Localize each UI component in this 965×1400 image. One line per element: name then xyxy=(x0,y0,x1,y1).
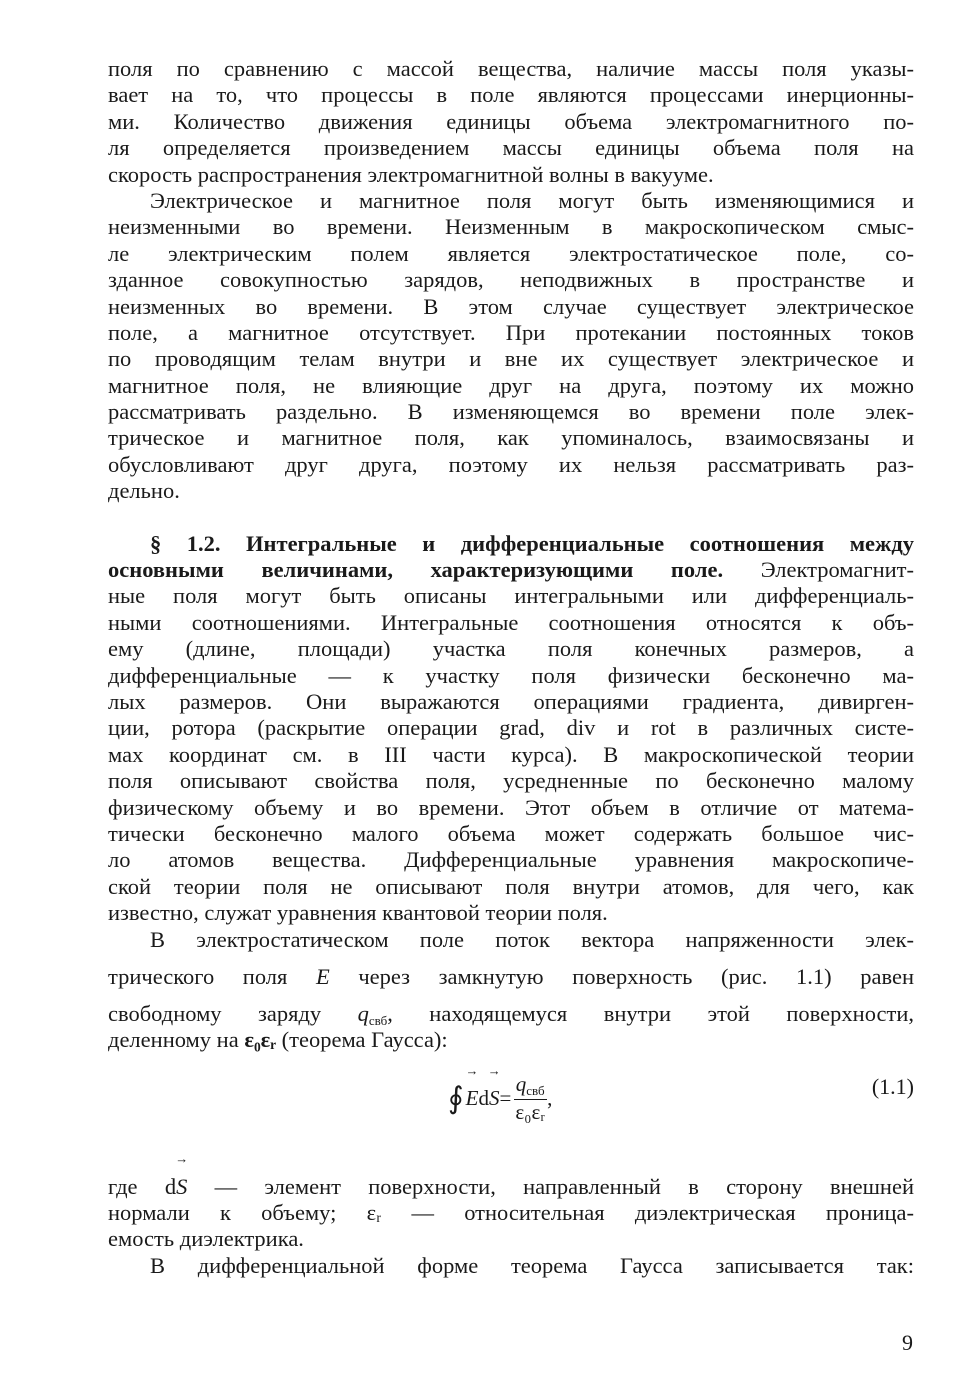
charge-subscript: свб xyxy=(526,1082,545,1098)
text-line: емость диэлектрика. xyxy=(108,1226,304,1252)
text-line: скорость распространения электромагнитной волны в вакууме. xyxy=(108,161,714,187)
text-line: ской теории поля не описывают поля внутри атомов, для чего, как xyxy=(108,873,914,899)
text-line: Электрическое и магнитное поля могут быть изменяющимися и xyxy=(150,187,914,213)
equation-1-1 xyxy=(108,1054,914,1174)
text-line xyxy=(108,1174,914,1200)
text-line: лых размеров. Они выражаются операциями градиента, дивирген- xyxy=(108,688,914,714)
text-fragment: деленному на xyxy=(108,1027,245,1053)
text-line: ции, ротора (раскрытие операции grad, div и rot в различных систе- xyxy=(108,715,914,741)
formula-comma: , xyxy=(547,1085,553,1110)
text-line: поле, а магнитное отсутствует. При протекании постоянных токов xyxy=(108,319,914,345)
text-line: ные поля могут быть описаны интегральными или дифференциаль- xyxy=(108,583,914,609)
contour-integral-symbol: ∮ xyxy=(448,1081,464,1115)
text-line: ло атомов вещества. Дифференциальные уравнения макроскопиче- xyxy=(108,847,914,873)
text-line: ле электрическим полем является электростатическое поле, со- xyxy=(108,240,914,266)
vector-s: → S xyxy=(489,1086,500,1111)
text-line: трическое и магнитное поля, как упоминалось, взаимосвязаны и xyxy=(108,425,914,451)
after-formula-paragraph xyxy=(108,1174,914,1280)
fraction xyxy=(513,1072,547,1125)
text-line: В дифференциальной форме теорема Гаусса записывается так: xyxy=(150,1252,914,1278)
text-line: по проводящим телам внутри и вне их существует электрическое и xyxy=(108,346,914,372)
vector-s: → S xyxy=(176,1174,187,1200)
page-number: 9 xyxy=(902,1330,913,1355)
text-line xyxy=(108,1001,914,1027)
text-line xyxy=(108,1027,914,1053)
text-line xyxy=(108,953,914,1001)
section-heading-rest: Электромагнит- xyxy=(723,557,915,583)
text-line: ми. Количество движения единицы объема электромагнитного по- xyxy=(108,108,914,134)
fraction-numerator xyxy=(514,1072,547,1100)
text-line: поля по сравнению с массой вещества, наличие массы поля указы- xyxy=(108,56,914,81)
vector-e: → E xyxy=(466,1086,479,1111)
paragraph-1 xyxy=(108,56,914,188)
text-line: мах координат см. в III части курса). В макроскопической теории xyxy=(108,741,914,767)
text-line: нормали к объему; εᵣ — относительная диэлектрическая проница- xyxy=(108,1200,914,1226)
text-line: зданное совокупностью зарядов, неподвижных в пространстве и xyxy=(108,267,914,293)
text-line: В электростатическом поле поток вектора напряженности элек- xyxy=(150,926,914,952)
text-line: ля определяется произведением массы единицы объема поля на xyxy=(108,135,914,161)
text-line: неизменных во времени. В этом случае существует электрическое xyxy=(108,293,914,319)
equals-sign: = xyxy=(499,1085,512,1110)
charge-symbol: q xyxy=(357,1000,369,1026)
charge-subscript: свб xyxy=(368,1012,388,1028)
permittivity-symbol: ε₀εᵣ xyxy=(244,1027,277,1053)
text-line: поля описывают свойства поля, усредненные по бесконечно малому xyxy=(108,768,914,794)
text-fragment: трического поля xyxy=(108,963,316,989)
text-line: физическому объему и во времени. Этот объем в отличие от матема- xyxy=(108,794,914,820)
page-body xyxy=(108,56,914,1279)
section-gap xyxy=(108,505,914,531)
text-line: дифференциальные — к участку поля физически бесконечно ма- xyxy=(108,662,914,688)
equation-number: (1.1) xyxy=(871,1073,914,1099)
gauss-formula xyxy=(448,1072,552,1125)
section-heading-bold: основными величинами, характеризующими поле. xyxy=(108,557,724,583)
text-line: вает на то, что процессы в поле являются процессами инерционны- xyxy=(108,82,914,108)
text-fragment: где d xyxy=(108,1173,177,1199)
text-fragment: (теорема Гаусса): xyxy=(276,1027,448,1053)
section-heading-continued xyxy=(108,557,914,583)
text-line: известно, служат уравнения квантовой теории поля. xyxy=(108,900,608,926)
text-fragment: свободному заряду xyxy=(108,1000,358,1026)
text-line: ными соотношениями. Интегральные соотношения относятся к объ- xyxy=(108,609,914,635)
text-line: рассматривать раздельно. В изменяющемся во времени поле элек- xyxy=(108,399,914,425)
text-line: обусловливают друг друга, поэтому их нельзя рассматривать раз- xyxy=(108,451,914,477)
text-fragment: через замкнутую поверхность (рис. 1.1) равен xyxy=(329,963,914,989)
fraction-denominator: ε₀εᵣ xyxy=(515,1099,546,1124)
text-line: магнитное поля, не влияющие друг на друга, поэтому их можно xyxy=(108,372,914,398)
text-line: дельно. xyxy=(108,478,180,504)
gauss-paragraph xyxy=(108,927,914,1054)
paragraph-2 xyxy=(108,188,914,505)
text-line: неизменными во времени. Неизменным в макроскопическом смыс- xyxy=(108,214,914,240)
text-fragment: , находящемуся внутри этой поверхности, xyxy=(387,1000,914,1026)
charge-symbol: q xyxy=(515,1071,527,1096)
text-fragment: — элемент поверхности, направленный в сторону внешней xyxy=(187,1173,914,1199)
differential-d: d xyxy=(478,1085,489,1110)
section-1-2 xyxy=(108,531,914,927)
section-heading: § 1.2. Интегральные и дифференциальные соотношения между xyxy=(150,530,914,556)
text-line: тически бесконечно малого объема может содержать большое чис- xyxy=(108,820,914,846)
vector-e: → E xyxy=(316,953,330,1001)
text-line: ему (длине, площади) участка поля конечных размеров, а xyxy=(108,636,914,662)
